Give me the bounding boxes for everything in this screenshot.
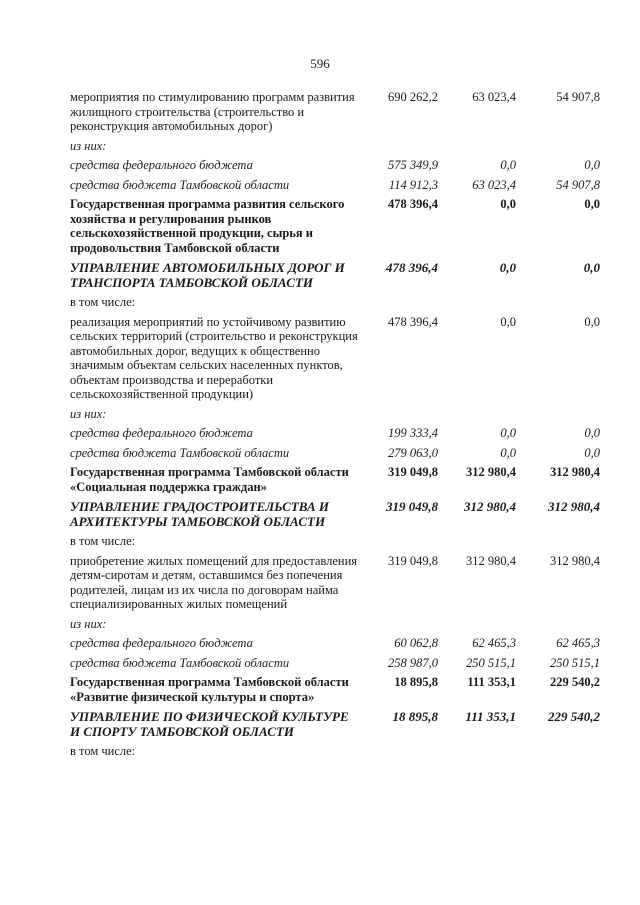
page-number: 596 — [310, 56, 330, 71]
row-value-v3: 312 980,4 — [550, 465, 600, 479]
table-row — [70, 499, 600, 529]
table-row — [70, 407, 600, 422]
table-row — [70, 315, 600, 402]
row-value-v1: 279 063,0 — [388, 445, 438, 460]
row-value-v1: 18 895,8 — [392, 709, 438, 724]
table-row — [70, 426, 600, 441]
row-value-v1: 18 895,8 — [394, 675, 438, 689]
table-row — [70, 260, 600, 290]
row-value-v1: 690 262,2 — [388, 90, 438, 104]
row-value-v3: 62 465,3 — [556, 636, 600, 650]
row-value-v3: 312 980,4 — [550, 553, 600, 568]
row-name: средства федерального бюджета — [70, 636, 253, 650]
row-value-v3: 0,0 — [584, 426, 600, 440]
row-value-v1: 114 912,3 — [388, 177, 438, 192]
row-name: Государственная программа Тамбовской области «Развитие физической культуры и спорта» — [70, 675, 349, 704]
row-value-v2: 0,0 — [499, 260, 516, 275]
row-name: в том числе: — [70, 534, 136, 548]
row-name: УПРАВЛЕНИЕ ГРАДОСТРОИТЕЛЬСТВА И АРХИТЕКТУРЫ ТАМБОВСКОЙ ОБЛАСТИ — [70, 499, 330, 529]
row-value-v2: 0,0 — [500, 314, 516, 329]
row-value-v3: 250 515,1 — [550, 655, 600, 670]
table-row — [70, 675, 600, 704]
row-name: из них: — [70, 138, 107, 153]
row-value-v2: 111 353,1 — [465, 709, 516, 724]
row-value-v1: 60 062,8 — [394, 636, 438, 650]
table-row — [70, 465, 600, 494]
table-row — [70, 90, 600, 134]
budget-table — [70, 90, 600, 764]
table-row — [70, 656, 600, 671]
row-value-v2: 250 515,1 — [466, 655, 516, 670]
table-row — [70, 446, 600, 461]
row-name: в том числе: — [70, 744, 136, 758]
row-value-v2: 0,0 — [500, 445, 516, 460]
row-value-v2: 312 980,4 — [466, 553, 516, 568]
row-name: средства бюджета Тамбовской области — [70, 655, 290, 670]
row-name: УПРАВЛЕНИЕ ПО ФИЗИЧЕСКОЙ КУЛЬТУРЕ И СПОРТУ ТАМБОВСКОЙ ОБЛАСТИ — [70, 709, 349, 739]
table-row — [70, 295, 600, 310]
row-name: приобретение жилых помещений для предоставления детям-сиротам и детям, оставшимся без попечения родителей, лицам из их числа по договорам найма специализированных жилых помещений — [70, 553, 358, 611]
row-name: из них: — [70, 406, 107, 421]
table-row — [70, 709, 600, 739]
row-name: средства федерального бюджета — [70, 158, 253, 172]
row-value-v3: 54 907,8 — [556, 90, 600, 104]
table-row — [70, 178, 600, 193]
row-value-v3: 0,0 — [583, 260, 600, 275]
row-value-v2: 0,0 — [500, 426, 516, 440]
row-value-v2: 111 353,1 — [467, 675, 516, 689]
row-name: средства федерального бюджета — [70, 426, 253, 440]
row-value-v1: 199 333,4 — [388, 426, 438, 440]
row-value-v2: 63 023,4 — [472, 177, 516, 192]
row-name: Государственная программа Тамбовской области «Социальная поддержка граждан» — [70, 465, 349, 494]
row-value-v3: 0,0 — [584, 314, 600, 329]
row-value-v3: 0,0 — [584, 197, 600, 211]
row-value-v1: 319 049,8 — [388, 465, 438, 479]
row-value-v1: 478 396,4 — [386, 260, 438, 275]
table-row — [70, 139, 600, 154]
table-row — [70, 636, 600, 651]
row-value-v1: 258 987,0 — [388, 655, 438, 670]
row-value-v2: 312 980,4 — [464, 499, 516, 514]
row-value-v3: 229 540,2 — [550, 675, 600, 689]
row-name: УПРАВЛЕНИЕ АВТОМОБИЛЬНЫХ ДОРОГ И ТРАНСПОРТА ТАМБОВСКОЙ ОБЛАСТИ — [70, 260, 345, 290]
row-name: средства бюджета Тамбовской области — [70, 177, 290, 192]
table-row — [70, 534, 600, 549]
row-value-v2: 0,0 — [500, 197, 516, 211]
row-name: из них: — [70, 616, 107, 631]
row-value-v1: 478 396,4 — [388, 197, 438, 211]
row-value-v3: 229 540,2 — [548, 709, 600, 724]
row-name: средства бюджета Тамбовской области — [70, 445, 290, 460]
row-name: Государственная программа развития сельского хозяйства и регулирования рынков сельскохозяйственной продукции, сырья и продовольствия Тамбовской области — [70, 197, 345, 255]
row-value-v3: 54 907,8 — [556, 177, 600, 192]
row-value-v1: 319 049,8 — [388, 553, 438, 568]
table-row — [70, 158, 600, 173]
row-value-v2: 312 980,4 — [466, 465, 516, 479]
row-value-v2: 63 023,4 — [472, 90, 516, 104]
row-value-v2: 62 465,3 — [472, 636, 516, 650]
table-row — [70, 744, 600, 759]
row-value-v2: 0,0 — [500, 158, 516, 172]
row-value-v1: 575 349,9 — [388, 158, 438, 172]
row-value-v3: 0,0 — [584, 158, 600, 172]
row-value-v3: 0,0 — [584, 445, 600, 460]
row-value-v1: 319 049,8 — [386, 499, 438, 514]
row-value-v3: 312 980,4 — [548, 499, 600, 514]
row-name: в том числе: — [70, 295, 136, 309]
table-row — [70, 617, 600, 632]
table-row — [70, 197, 600, 255]
table-row — [70, 554, 600, 612]
row-value-v1: 478 396,4 — [388, 314, 438, 329]
row-name: мероприятия по стимулированию программ развития жилищного строительства (строительство и реконструкция автомобильных дорог) — [70, 90, 355, 133]
row-name: реализация мероприятий по устойчивому развитию сельских территорий (строительство и реконструкция автомобильных дорог, ведущих к общественно значимым объектам сельских населенных пунктов, объектам производства и переработки сельскохозяйственной продукции) — [70, 314, 358, 401]
